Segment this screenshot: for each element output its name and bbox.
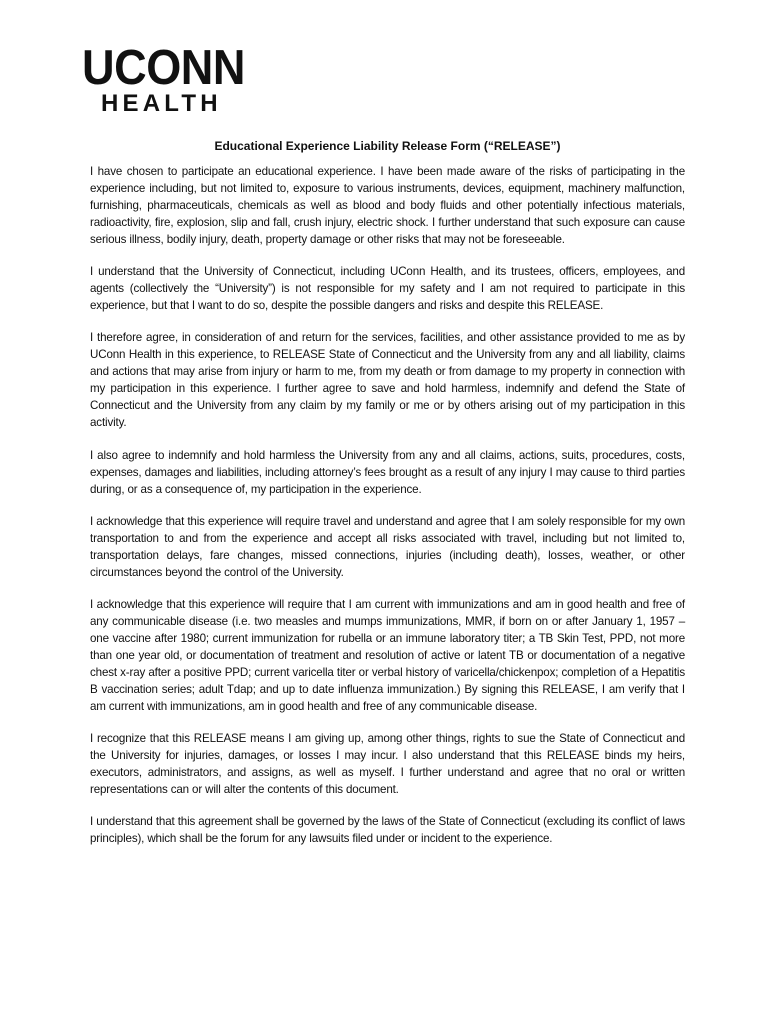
paragraph-rights: I recognize that this RELEASE means I am giving up, among other things, rights to sue the State of Connecticut and the University for injuries, damages, or losses I may incur. I also understand that this RELEASE binds my heirs, executors, administrators, and assigns, as well as myself. I further understand and agree that no oral or written representations can or will alter the contents of this document.: [90, 732, 685, 797]
paragraph-risks: I have chosen to participate an educational experience. I have been made aware of the risks of participating in the experience including, but not limited to, exposure to various instruments, devices, equipment, machinery malfunction, furnishing, pharmaceuticals, chemicals as well as blood and body fluids and other potentially infectious materials, radioactivity, fire, explosion, slip and fall, crush injury, electric shock. I further understand that such exposure can cause serious illness, bodily injury, death, property damage or other risks that may not be foreseeable.: [90, 165, 685, 246]
document-body: [90, 163, 685, 863]
paragraph-release: I therefore agree, in consideration of and return for the services, facilities, and other assistance provided to me as by UConn Health in this experience, to RELEASE State of Connecticut and the University from any and all liability, claims and actions that may arise from injury or harm to me, from my death or from damage to my property in connection with my participation in this experience. I further agree to save and hold harmless, indemnify and defend the State of Connecticut and the University from any claim by my family or me or by others arising out of my participation in this activity.: [90, 331, 685, 430]
document-title: Educational Experience Liability Release Form (“RELEASE”): [214, 139, 561, 153]
paragraph-immunizations: I acknowledge that this experience will require that I am current with immunizations and am in good health and free of any communicable disease (i.e. two measles and mumps immunizations, MMR, if born on or after January 1, 1957 – one vaccine after 1980; current immunization for rubella or an immune laboratory titer; a TB Skin Test, PPD, not more than one year old, or documentation of treatment and resolution of active or latent TB or documentation of a negative chest x-ray after a positive PPD; current varicella titer or verbal history of varicella/chickenpox; completion of a Hepatitis B vaccination series; adult Tdap; and up to date influenza immunization.) By signing this RELEASE, I am verify that I am current with immunizations, am in good health and free of any communicable disease.: [90, 597, 685, 713]
paragraph-travel: I acknowledge that this experience will require travel and understand and agree that I am solely responsible for my own transportation to and from the experience and accept all risks associated with travel, including but not limited to, transportation delays, fare changes, missed connections, injuries (including death), losses, weather, or other circumstances beyond the control of the University.: [90, 514, 685, 579]
paragraph-indemnify: I also agree to indemnify and hold harmless the University from any and all claims, actions, suits, procedures, costs, expenses, damages and liabilities, including attorney’s fees brought as a result of any injury I may cause to third parties during, or as a consequence of, my participation in the experience.: [90, 448, 685, 496]
paragraph-university-responsibility: I understand that the University of Connecticut, including UConn Health, and its trustees, officers, employees, and agents (collectively the “University”) is not responsible for my safety and I am not required to participate in this experience, but that I want to do so, despite the possible dangers and risks and despite this RELEASE.: [90, 265, 685, 313]
logo-health-text: HEALTH: [101, 90, 222, 117]
uconn-health-logo: [82, 41, 258, 120]
logo-uconn-text: UCONN: [82, 41, 245, 95]
paragraph-governing-law: I understand that this agreement shall be governed by the laws of the State of Connecticut (excluding its conflict of laws principles), which shall be the forum for any lawsuits filed under or incident to the experience.: [90, 815, 685, 846]
